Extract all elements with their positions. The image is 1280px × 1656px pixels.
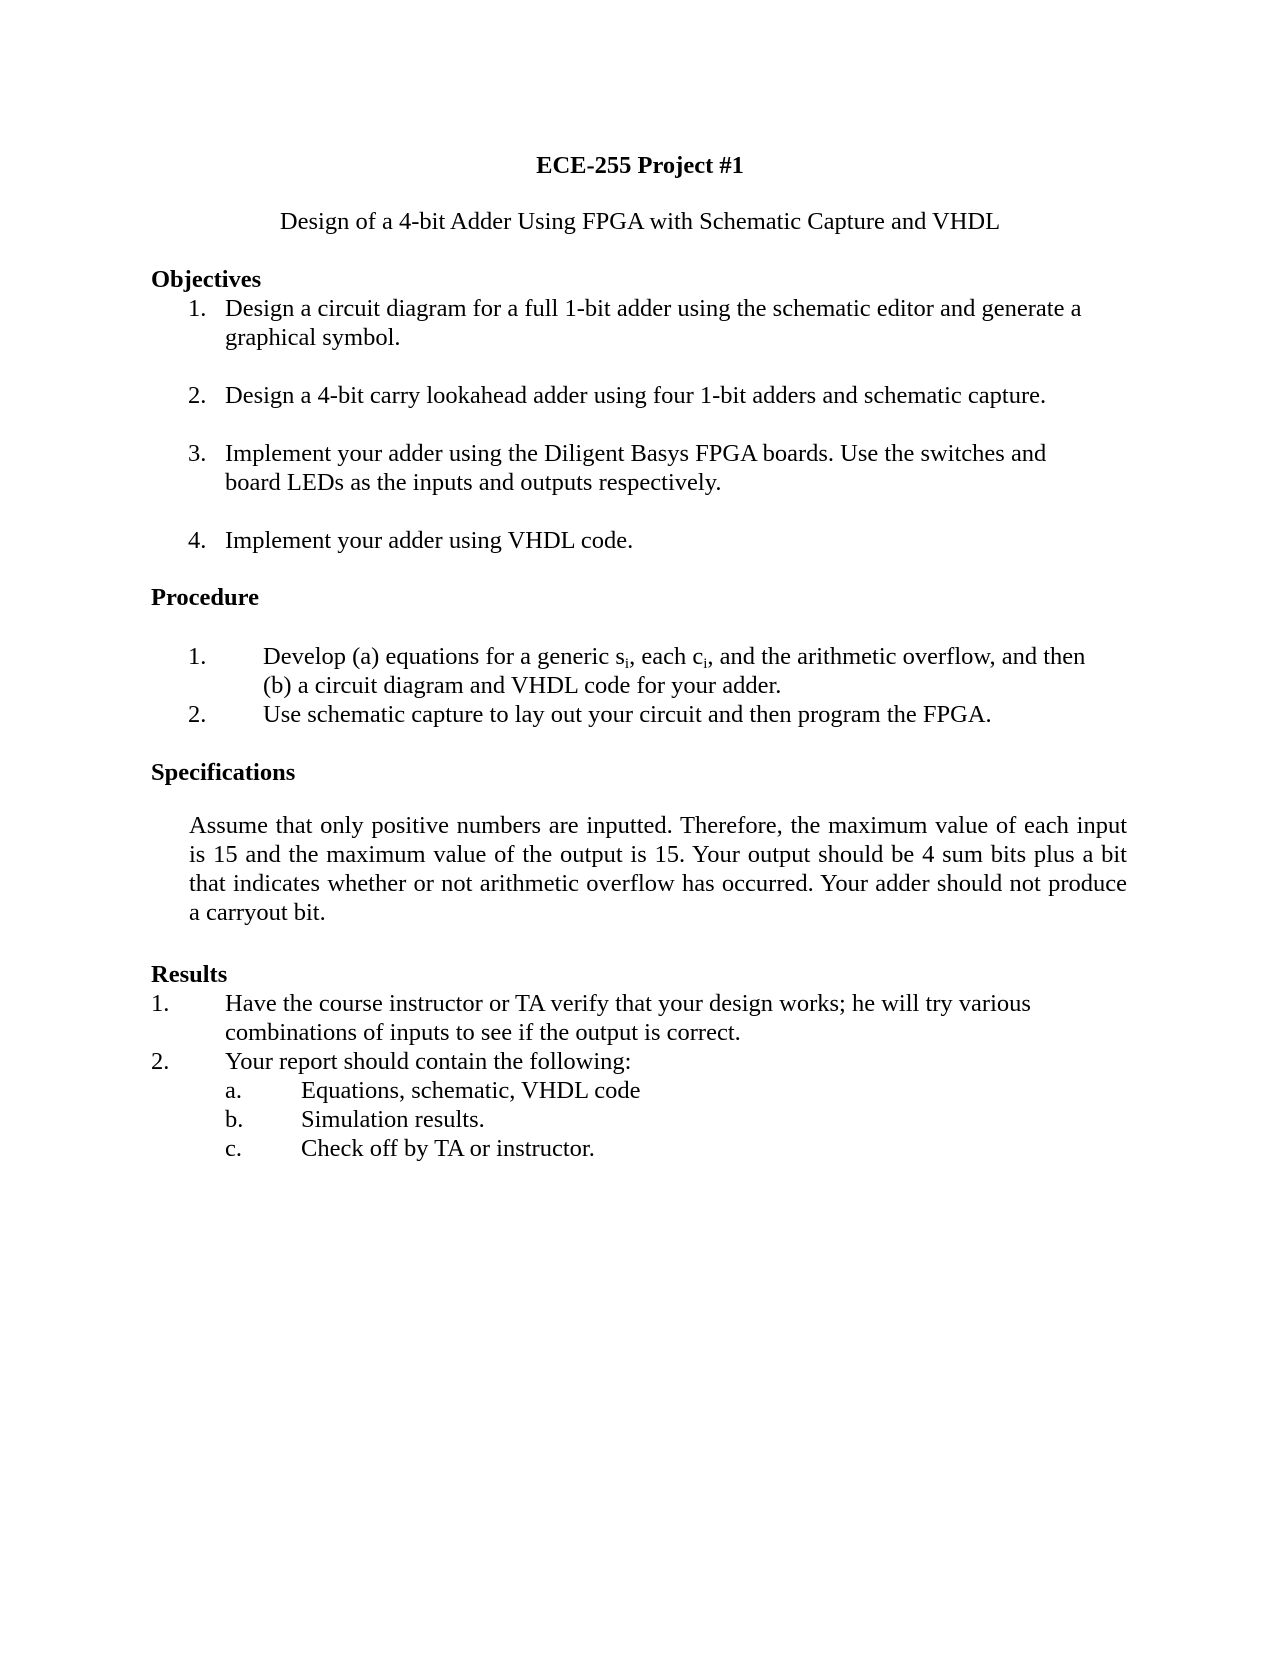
objective-2-number: 2. — [188, 382, 207, 409]
page-title: ECE-255 Project #1 — [536, 152, 744, 179]
results-2b-text: Simulation results. — [301, 1106, 485, 1133]
specifications-heading: Specifications — [151, 759, 296, 786]
results-2c-letter: c. — [225, 1135, 242, 1162]
objective-1-number: 1. — [188, 295, 207, 322]
objective-1-line-2: graphical symbol. — [225, 324, 401, 351]
results-2a-letter: a. — [225, 1077, 242, 1104]
objective-3-number: 3. — [188, 440, 207, 467]
procedure-2-line-1: Use schematic capture to lay out your circuit and then program the FPGA. — [263, 701, 992, 728]
specifications-paragraph: Assume that only positive numbers are inputted. Therefore, the maximum value of each input is 15 and the maximum value of the output is 15. Your output should be 4 sum bits plus a bit that indicates whether or not arithmetic overflow has occurred. Your adder should not produce a carryout bit. — [189, 812, 1127, 926]
objectives-heading: Objectives — [151, 266, 262, 293]
procedure-2-number: 2. — [188, 701, 207, 728]
results-heading: Results — [151, 961, 228, 988]
objective-3-line-1: Implement your adder using the Diligent Basys FPGA boards. Use the switches and — [225, 440, 1047, 467]
objective-2-line-1: Design a 4-bit carry lookahead adder using four 1-bit adders and schematic capture. — [225, 382, 1047, 409]
results-1-number: 1. — [151, 990, 170, 1017]
objective-3-line-2: board LEDs as the inputs and outputs respectively. — [225, 469, 722, 496]
results-2-line-1: Your report should contain the following: — [225, 1048, 632, 1075]
procedure-1-line-1: Develop (a) equations for a generic $s_i$, each $c_i$, and the arithmetic overflow, and then — [263, 643, 1086, 672]
page-subtitle: Design of a 4-bit Adder Using FPGA with Schematic Capture and VHDL — [279, 208, 1001, 235]
results-2b-letter: b. — [225, 1106, 244, 1133]
objective-1-line-1: Design a circuit diagram for a full 1-bit adder using the schematic editor and generate a — [225, 295, 1082, 322]
objective-4-line-1: Implement your adder using VHDL code. — [225, 527, 634, 554]
procedure-1-number: 1. — [188, 643, 207, 670]
results-2-number: 2. — [151, 1048, 170, 1075]
objective-4-number: 4. — [188, 527, 207, 554]
results-1-line-2: combinations of inputs to see if the output is correct. — [225, 1019, 741, 1046]
results-2c-text: Check off by TA or instructor. — [301, 1135, 595, 1162]
results-2a-text: Equations, schematic, VHDL code — [301, 1077, 641, 1104]
procedure-heading: Procedure — [151, 584, 259, 611]
results-1-line-1: Have the course instructor or TA verify that your design works; he will try various — [225, 990, 1031, 1017]
procedure-1-line-2: (b) a circuit diagram and VHDL code for your adder. — [263, 672, 782, 699]
